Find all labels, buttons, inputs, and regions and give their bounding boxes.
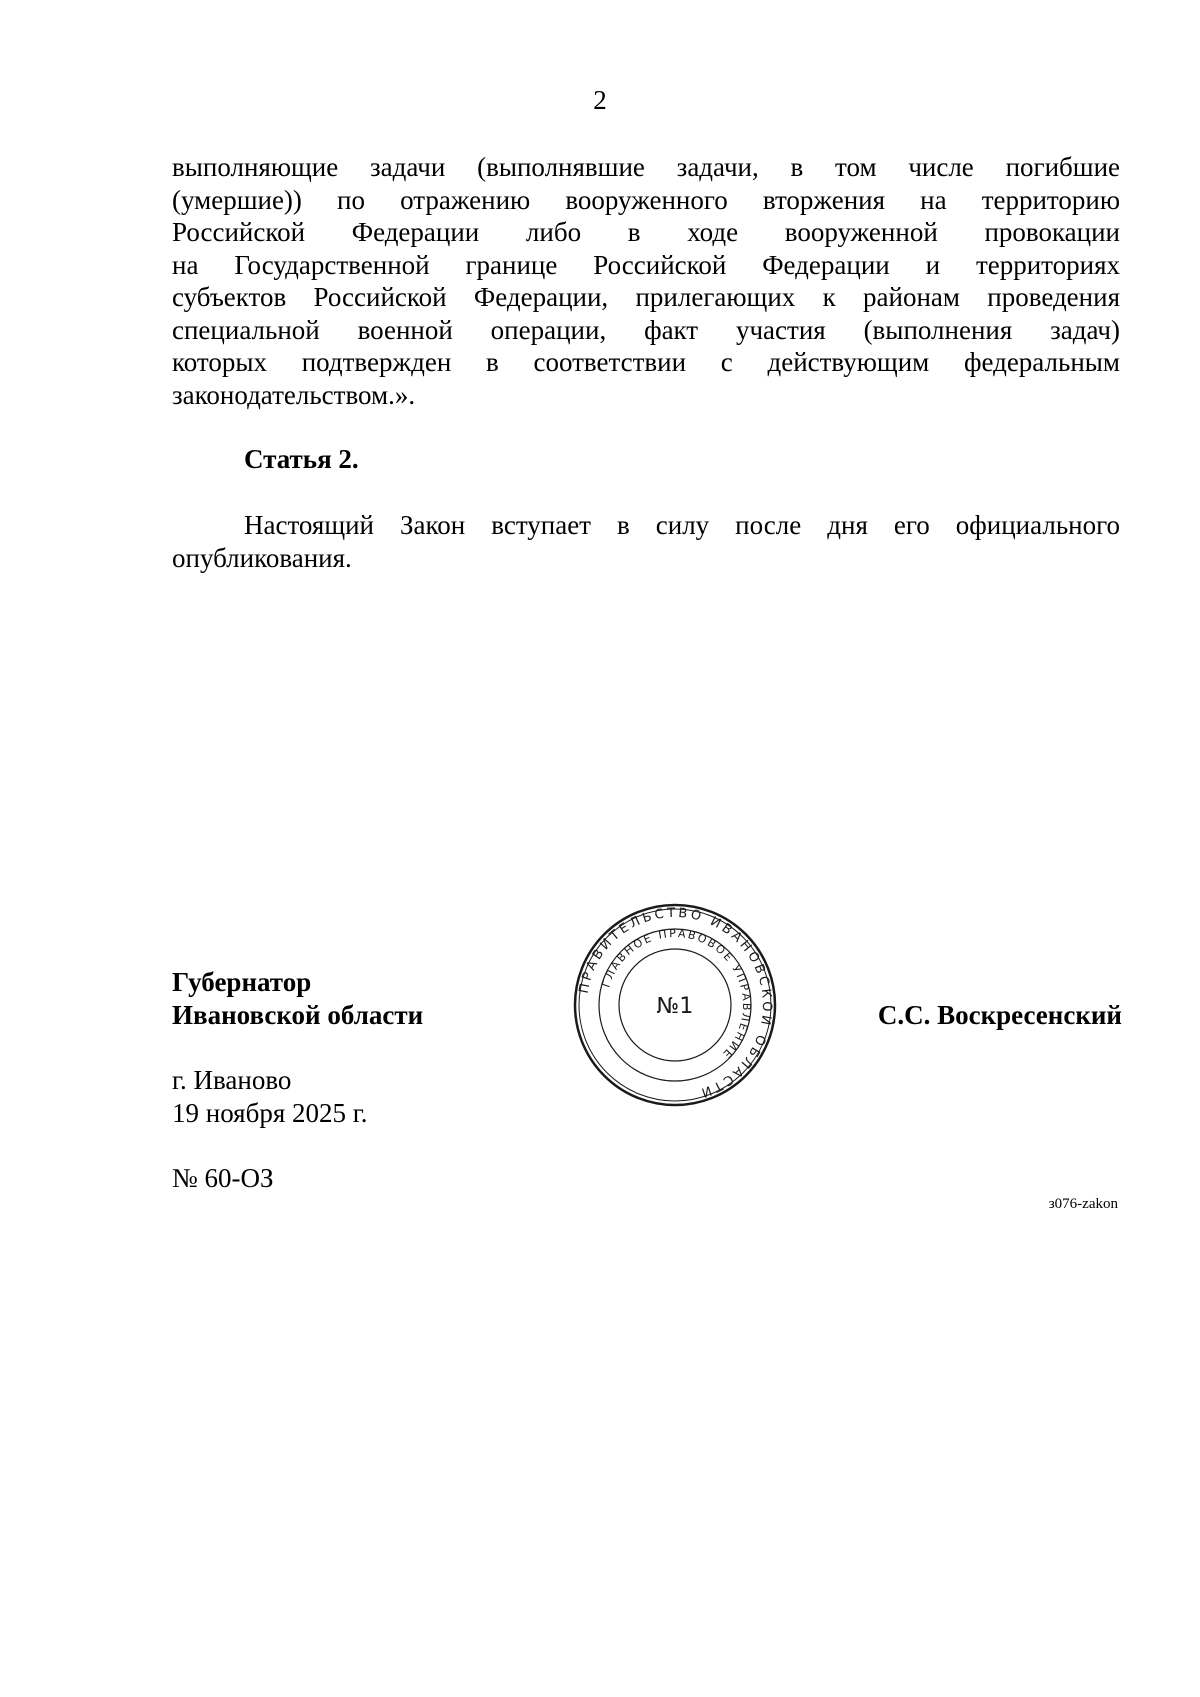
signing-date: 19 ноября 2025 г. xyxy=(172,1098,368,1128)
article-heading: Статья 2. xyxy=(244,444,359,474)
text-line: которых подтвержден в соответствии с действующим федеральным xyxy=(172,347,1120,377)
text-line: выполняющие задачи (выполнявшие задачи, в том числе погибшие xyxy=(172,152,1120,182)
text-line: Настоящий Закон вступает в силу после дня его официального xyxy=(244,510,1120,540)
signatory-title: Губернатор xyxy=(172,967,312,997)
seal-inner-text: ГЛАВНОЕ ПРАВОВОЕ УПРАВЛЕНИЕ xyxy=(599,926,754,1062)
law-number: № 60-ОЗ xyxy=(172,1163,274,1193)
seal-center-text: №1 xyxy=(656,994,694,1019)
text-line: субъектов Российской Федерации, прилегающих к районам проведения xyxy=(172,282,1120,312)
official-seal xyxy=(570,900,780,1110)
text-line: специальной военной операции, факт участия (выполнения задач) xyxy=(172,314,1120,345)
text-line: (умершие)) по отражению вооруженного вторжения на территорию xyxy=(172,184,1120,215)
seal-outer-text: ПРАВИТЕЛЬСТВО ИВАНОВСКОЙ ОБЛАСТИ xyxy=(576,905,775,1101)
document-code: з076-zakon xyxy=(1048,1196,1118,1212)
article-body xyxy=(172,509,1120,574)
page-number: 2 xyxy=(593,85,607,115)
text-line: на Государственной границе Российской Федерации и территориях xyxy=(172,249,1120,280)
signatory-region: Ивановской области xyxy=(172,1000,424,1030)
text-line: опубликования. xyxy=(172,542,352,573)
body-paragraph xyxy=(172,151,1120,411)
signing-place: г. Иваново xyxy=(172,1065,292,1095)
text-line: Российской Федерации либо в ходе вооруженной провокации xyxy=(172,217,1120,247)
text-line: законодательством.». xyxy=(172,379,416,410)
signatory-name: С.С. Воскресенский xyxy=(877,1000,1122,1030)
